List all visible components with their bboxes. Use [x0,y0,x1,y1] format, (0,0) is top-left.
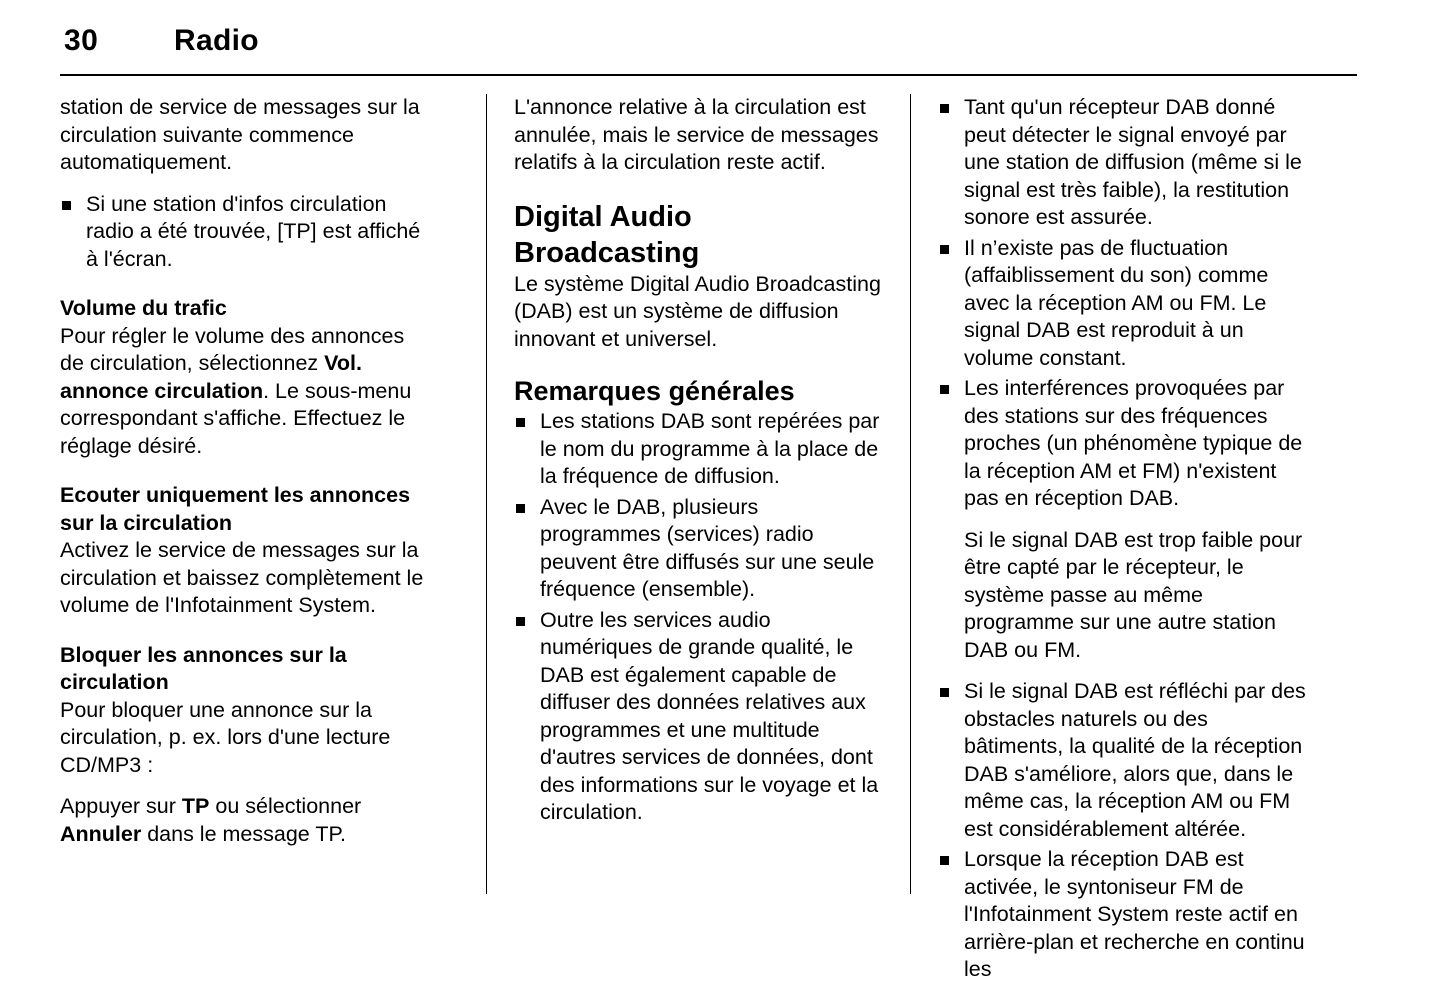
paragraph-bloquer: Pour bloquer une annonce sur la circulation, p. ex. lors d'une lecture CD/MP3 : [60,697,391,777]
square-bullet-icon [940,688,949,697]
heading-remarques-generales: Remarques générales [514,376,795,406]
list-item [514,408,884,491]
bullet-list-tp [60,191,428,274]
list-item-text: Les stations DAB sont repérées par le nom du programme à la place de la fréquence de diffusion. [540,409,880,488]
paragraph-dab: Le système Digital Audio Broadcasting (DAB) est un système de diffusion innovant et universel. [514,271,881,351]
list-item-text: Tant qu'un récepteur DAB donné peut détecter le signal envoyé par une station de diffusion (même si le signal est très faible), la restitution sonore est assurée. [964,95,1302,229]
paragraph-volume [60,323,428,461]
paragraph-volume-part2: . Le sous-menu correspondant s'affiche. Effectuez le réglage désiré. [60,378,412,458]
square-bullet-icon [940,104,949,113]
column-right [910,94,1308,981]
paragraph-continuation: station de service de messages sur la circulation suivante commence automatiquement. [60,95,420,174]
list-item-text: Les interférences provoquées par des stations sur des fréquences proches (un phénomène typique de la réception AM et FM) n'existent pas en réception DAB. [964,376,1303,510]
paragraph-ecouter: Activez le service de messages sur la circulation et baissez complètement le volume de l'Infotainment System. [60,538,424,617]
paragraph-annonce: L'annonce relative à la circulation est annulée, mais le service de messages relatifs à la circulation reste actif. [514,95,879,174]
heading-digital-audio-broadcasting: Digital Audio Broadcasting [514,200,700,269]
list-item-text: Outre les services audio numériques de grande qualité, le DAB est également capable de diffuser des données relatives aux programmes et une multitude d'autres services de données, dont des informations sur le voyage et la circulation. [540,607,879,824]
heading-ecouter-uniquement: Ecouter uniquement les annonces sur la circulation [60,483,411,535]
list-item [938,375,1308,513]
square-bullet-icon [940,245,949,254]
list-item-text: Il n’existe pas de fluctuation (affaiblissement du son) comme avec la réception AM ou FM. Le signal DAB est reproduit à un volume constant. [964,235,1269,370]
list-item-text: Si une station d'infos circulation radio a été trouvée, [TP] est affiché à l'écran. [86,191,421,271]
column-middle [486,94,884,894]
square-bullet-icon [62,201,71,210]
square-bullet-icon [516,617,525,626]
list-item [938,678,1308,843]
paragraph-volume-part1: Pour régler le volume des annonces de circulation, sélectionnez [60,323,405,375]
button-name-tp: TP [181,794,210,818]
chapter-title: Radio [174,24,259,57]
list-item-text: Lorsque la réception DAB est activée, le syntoniseur FM de l'Infotainment System reste actif en arrière-plan et recherche en continu les [964,847,1305,981]
heading-bloquer-annonces: Bloquer les annonces sur la circulation [60,642,347,694]
square-bullet-icon [940,856,949,865]
bullet-list-dab-suite [938,678,1308,984]
page-columns [60,94,1385,981]
list-item [514,607,884,827]
bullet-list-remarques [514,408,884,827]
paragraph-appuyer-part2: ou sélectionner [209,794,362,818]
paragraph-signal-faible: Si le signal DAB est trop faible pour être capté par le récepteur, le système passe au même programme sur une autre station DAB ou FM. [964,527,1303,662]
column-left [60,94,458,894]
bullet-list-dab-avantages [938,94,1308,513]
square-bullet-icon [940,385,949,394]
list-item-text: Avec le DAB, plusieurs programmes (services) radio peuvent être diffusés sur une seule fréquence (ensemble). [540,494,875,601]
header-divider [60,74,1357,76]
page-number: 30 [64,24,99,57]
menu-name-vol-annonce: Vol. annonce circulation [60,351,362,403]
list-item [938,235,1308,373]
list-item [938,94,1308,232]
square-bullet-icon [516,504,525,513]
square-bullet-icon [516,418,525,427]
list-item [60,191,428,274]
list-item-text: Si le signal DAB est réfléchi par des obstacles naturels ou des bâtiments, la qualité de la réception DAB s'améliore, alors que, dans le même cas, la réception AM ou FM est considérablement altérée. [964,679,1306,841]
paragraph-appuyer-part3: dans le message TP. [141,821,347,846]
page-header [60,0,1385,58]
paragraph-appuyer-part1: Appuyer sur [60,794,182,818]
button-name-annuler: Annuler [60,821,142,846]
paragraph-appuyer [60,793,428,848]
list-item [514,494,884,604]
list-item [938,846,1308,984]
heading-volume-du-trafic: Volume du trafic [60,296,227,320]
